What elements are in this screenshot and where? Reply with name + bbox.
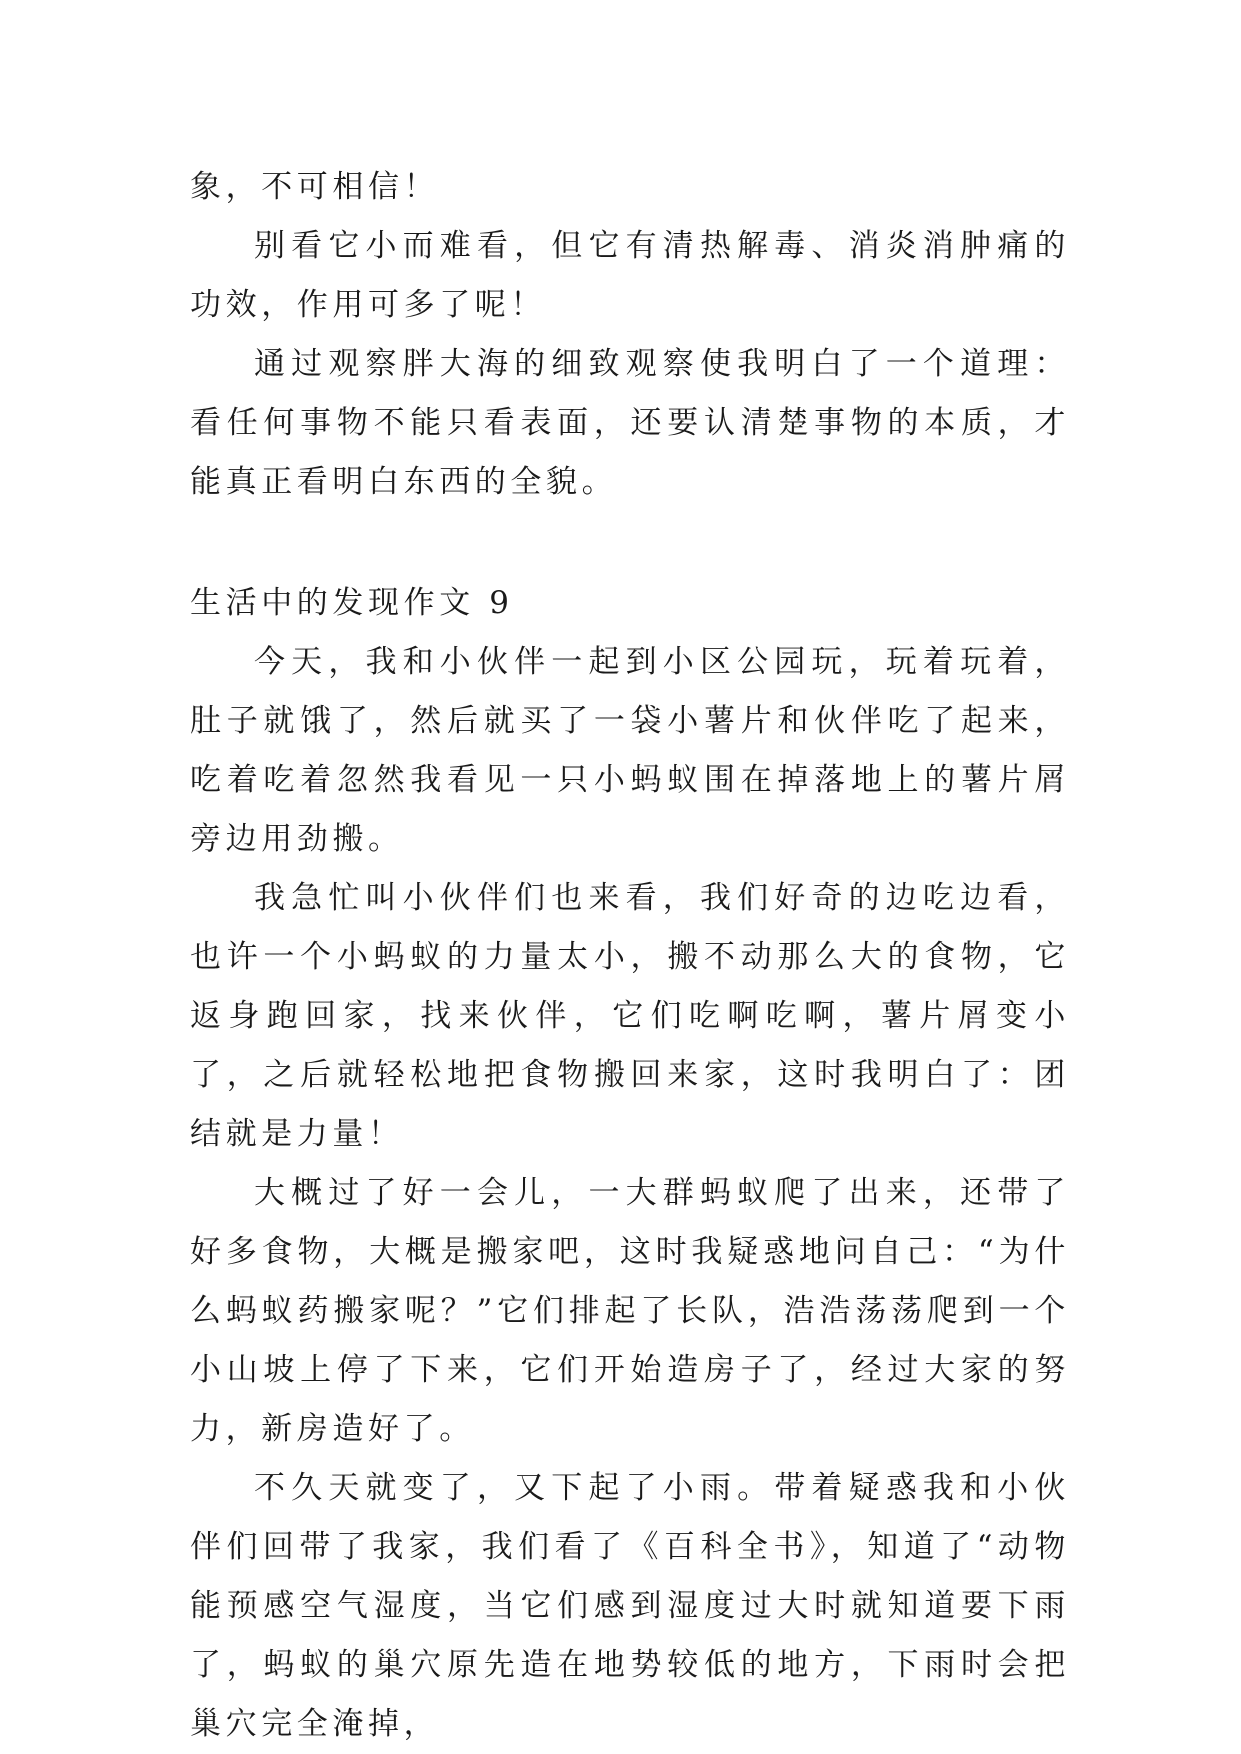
paragraph: 通过观察胖大海的细致观察使我明白了一个道理：看任何事物不能只看表面，还要认清楚事物的本质，才能真正看明白东西的全貌。 xyxy=(190,346,1070,500)
paragraph: 今天，我和小伙伴一起到小区公园玩，玩着玩着，肚子就饿了，然后就买了一袋小薯片和伙伴吃了起来，吃着吃着忽然我看见一只小蚂蚁围在掉落地上的薯片屑旁边用劲搬。 xyxy=(190,644,1070,857)
paragraph: 我急忙叫小伙伴们也来看，我们好奇的边吃边看，也许一个小蚂蚁的力量太小，搬不动那么大的食物，它返身跑回家，找来伙伴，它们吃啊吃啊，薯片屑变小了，之后就轻松地把食物搬回来家，这时我明白了：团结就是力量！ xyxy=(190,880,1070,1152)
paragraph: 不久天就变了，又下起了小雨。带着疑惑我和小伙伴们回带了我家，我们看了《百科全书》，知道了“动物能预感空气湿度，当它们感到湿度过大时就知道要下雨了，蚂蚁的巢穴原先造在地势较低的地方，下雨时会把巢穴完全淹掉， xyxy=(190,1470,1070,1742)
section-title: 生活中的发现作文 9 xyxy=(190,585,514,621)
paragraph-continuation: 象，不可相信！ xyxy=(190,169,440,205)
paragraph: 别看它小而难看，但它有清热解毒、消炎消肿痛的功效，作用可多了呢！ xyxy=(190,228,1070,323)
paragraph: 大概过了好一会儿，一大群蚂蚁爬了出来，还带了好多食物，大概是搬家吧，这时我疑惑地问自己：“为什么蚂蚁药搬家呢？”它们排起了长队，浩浩荡荡爬到一个小山坡上停了下来，它们开始造房子了，经过大家的努力，新房造好了。 xyxy=(190,1175,1070,1447)
document-body xyxy=(190,158,1070,1754)
